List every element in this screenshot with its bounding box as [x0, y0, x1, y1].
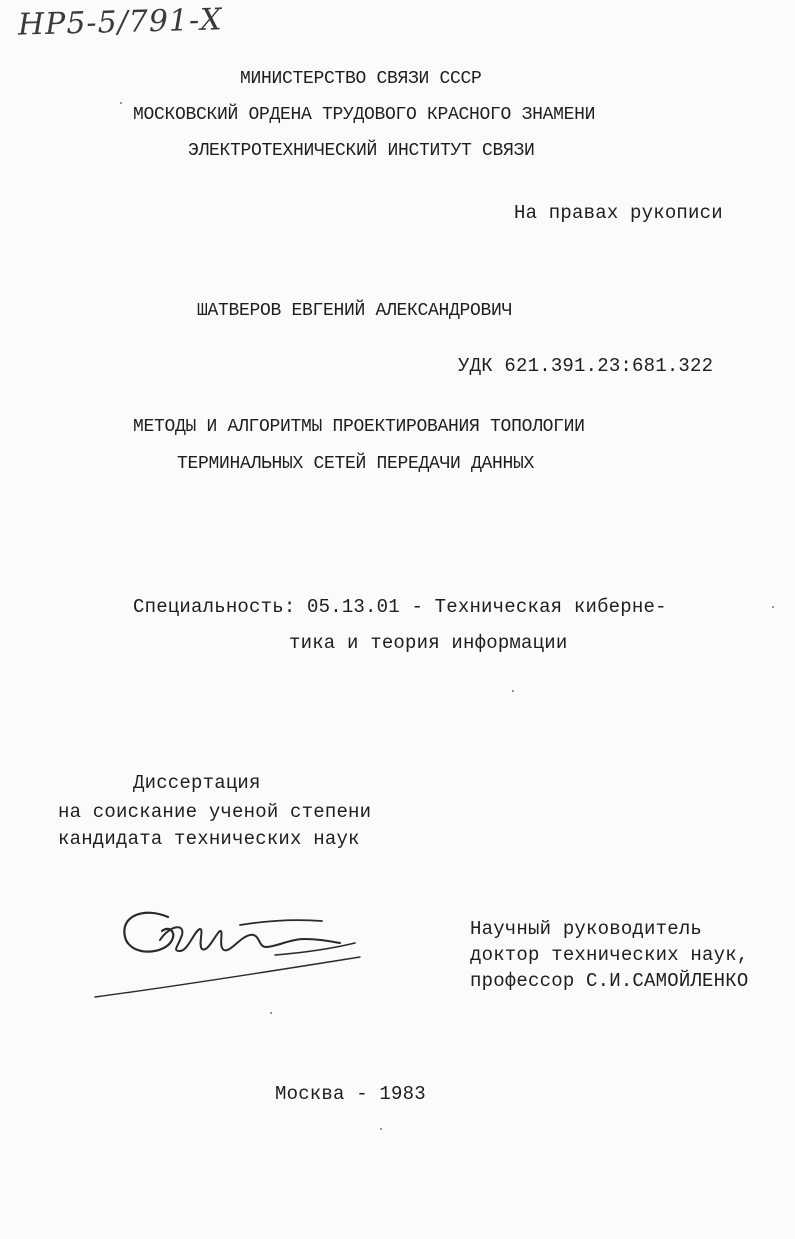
institute-line-2: ЭЛЕКТРОТЕХНИЧЕСКИЙ ИНСТИТУТ СВЯЗИ	[188, 141, 535, 161]
paper-speck	[270, 1012, 272, 1014]
thesis-title-line-1: МЕТОДЫ И АЛГОРИТМЫ ПРОЕКТИРОВАНИЯ ТОПОЛОГИИ	[133, 417, 585, 437]
paper-speck	[512, 690, 514, 692]
udc-code: УДК 621.391.23:681.322	[458, 355, 714, 377]
signature	[90, 895, 380, 1005]
thesis-title-line-2: ТЕРМИНАЛЬНЫХ СЕТЕЙ ПЕРЕДАЧИ ДАННЫХ	[177, 454, 535, 474]
rights-note: На правах рукописи	[514, 202, 723, 224]
supervisor-line-2: доктор технических наук,	[470, 944, 749, 966]
specialty-line-1: Специальность: 05.13.01 - Техническая киберне-	[133, 596, 667, 618]
dissertation-line-2: на соискание ученой степени	[58, 801, 372, 823]
paper-speck	[380, 1128, 382, 1130]
paper-speck	[120, 102, 122, 104]
specialty-line-2: тика и теория информации	[289, 632, 568, 654]
institute-line-1: МОСКОВСКИЙ ОРДЕНА ТРУДОВОГО КРАСНОГО ЗНАМЕНИ	[133, 105, 596, 125]
ministry-line: МИНИСТЕРСТВО СВЯЗИ СССР	[240, 69, 482, 89]
supervisor-line-1: Научный руководитель	[470, 918, 703, 940]
dissertation-line-1: Диссертация	[133, 772, 261, 794]
dissertation-line-3: кандидата технических наук	[58, 828, 360, 850]
archive-mark: НР5-5/791-Х	[17, 2, 223, 43]
supervisor-line-3: профессор С.И.САМОЙЛЕНКО	[470, 970, 749, 992]
city-year: Москва - 1983	[275, 1083, 426, 1105]
author-name: ШАТВЕРОВ ЕВГЕНИЙ АЛЕКСАНДРОВИЧ	[197, 301, 513, 321]
paper-speck	[772, 606, 774, 608]
